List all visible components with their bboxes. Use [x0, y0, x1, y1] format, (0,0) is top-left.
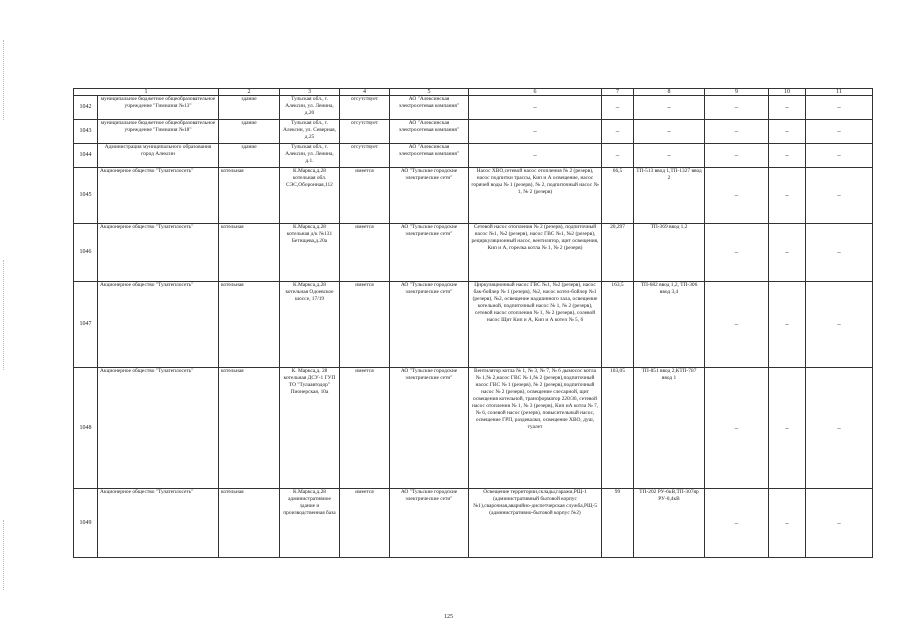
table-row	[74, 96, 873, 120]
address-cell: К.Маркса,д.28 котельная Одоевское шоссе, 17/19	[280, 282, 340, 368]
scan-edge-middle	[3, 260, 4, 370]
column-11-cell: –	[806, 144, 873, 168]
substation-cell: ТП-851 ввод 2,КТП-787 ввод 1	[634, 368, 705, 489]
power-cell: –	[602, 144, 634, 168]
row-number: 1049	[74, 489, 98, 558]
substation-cell: ТП-513 ввод 1,ТП-1327 ввод 2	[634, 168, 705, 224]
column-11-cell: –	[806, 120, 873, 144]
table-row	[74, 120, 873, 144]
status-cell: отсутствует	[340, 144, 390, 168]
row-number: 1044	[74, 144, 98, 168]
table-row	[74, 489, 873, 558]
equipment-cell: Насос ХВО,сетевой насос отопления № 2 (резерв), насос подпитки трассы, Кип и А освещение, насос горячей воды № 1 (резерв), № 2, подпиточный насос № 1, № 2 (резерв)	[469, 168, 602, 224]
column-10-cell: –	[769, 168, 806, 224]
column-number: 8	[634, 89, 705, 96]
equipment-cell: –	[469, 120, 602, 144]
substation-cell: –	[634, 120, 705, 144]
owner-cell: Акционерное общество "Тулатеплосеть"	[98, 282, 219, 368]
grid-company-cell: АО "Алексинская электросетевая компания"	[390, 144, 469, 168]
power-cell: 163,5	[602, 282, 634, 368]
power-cell: 20,297	[602, 224, 634, 282]
column-11-cell: –	[806, 96, 873, 120]
power-cell: 103,05	[602, 368, 634, 489]
column-number: 5	[390, 89, 469, 96]
table-row	[74, 224, 873, 282]
column-number: 3	[280, 89, 340, 96]
equipment-cell: –	[469, 96, 602, 120]
scan-edge-bottom	[3, 520, 4, 590]
column-number-row	[74, 89, 873, 96]
status-cell: имеется	[340, 489, 390, 558]
substation-cell: ТП-202 РУ-6кВ,ТП-307яр РУ-0,4кВ	[634, 489, 705, 558]
column-11-cell: –	[806, 368, 873, 489]
column-11-cell: –	[806, 168, 873, 224]
power-cell: 66,5	[602, 168, 634, 224]
scan-edge-top	[3, 40, 4, 120]
owner-cell: Акционерное общество "Тулатеплосеть"	[98, 224, 219, 282]
object-type-cell: здание	[219, 144, 280, 168]
address-cell: К. Маркса,д. 28 котельная ДСУ-1 ГУП ТО "Тулаавтодор" Пионерская, 10а	[280, 368, 340, 489]
table-row	[74, 282, 873, 368]
column-10-cell: –	[769, 368, 806, 489]
column-9-cell: –	[705, 282, 769, 368]
column-10-cell: –	[769, 96, 806, 120]
register-table	[73, 88, 873, 558]
object-type-cell: здание	[219, 96, 280, 120]
row-number: 1043	[74, 120, 98, 144]
table-row	[74, 368, 873, 489]
grid-company-cell: АО "Тульские городские электрические сети"	[390, 224, 469, 282]
substation-cell: ТП-682 ввод 1,2, ТП-306 ввод 3,4	[634, 282, 705, 368]
column-9-cell: –	[705, 96, 769, 120]
row-number: 1046	[74, 224, 98, 282]
equipment-cell: –	[469, 144, 602, 168]
address-cell: К.Маркса,д.28 котельная д/к №131 Бетищева,д.20а	[280, 224, 340, 282]
object-type-cell: котельная	[219, 168, 280, 224]
owner-cell: Акционерное общество "Тулатеплосеть"	[98, 168, 219, 224]
address-cell: К.Маркса,д.28 административное здание и производственная база	[280, 489, 340, 558]
owner-cell: Акционерное общество "Тулатеплосеть"	[98, 489, 219, 558]
grid-company-cell: АО "Тульские городские электрические сети"	[390, 489, 469, 558]
grid-company-cell: АО "Тульские городские электрические сети"	[390, 368, 469, 489]
row-number: 1045	[74, 168, 98, 224]
column-10-cell: –	[769, 120, 806, 144]
status-cell: имеется	[340, 224, 390, 282]
row-number: 1048	[74, 368, 98, 489]
substation-cell: ТП-369 ввод 1,2	[634, 224, 705, 282]
grid-company-cell: АО "Алексинская электросетевая компания"	[390, 120, 469, 144]
address-cell: Тульская обл., г. Алексин, ул. Ленина, д.20	[280, 96, 340, 120]
object-type-cell: здание	[219, 120, 280, 144]
power-cell: –	[602, 120, 634, 144]
substation-cell: –	[634, 144, 705, 168]
object-type-cell: котельная	[219, 368, 280, 489]
object-type-cell: котельная	[219, 282, 280, 368]
address-cell: Тульская обл., г. Алексин, ул. Северная, д.25	[280, 120, 340, 144]
equipment-cell: Вентилятор котла № 1, № 3, № 7, № 6 дымосос котла № 1,№ 2,насос ГВС № 1,№ 2 (резерв),подпиточный насос ГВС № 1 (резерв), № 2 (резерв),подпиточный насос № 2 (резерв), освещение слесарной, щит освещения котельной, трансформатор 220/36, сетевой насос отопления № 1, № 3 (резерв), Кип иА котла № 7, № 6, солевой насос (резерв), повысительный насос, освещение ГРП, раздевалки, освещение ХВО, душ, туалет	[469, 368, 602, 489]
power-cell: –	[602, 96, 634, 120]
column-10-cell: –	[769, 489, 806, 558]
column-number: 6	[469, 89, 602, 96]
status-cell: имеется	[340, 282, 390, 368]
table-row	[74, 144, 873, 168]
column-10-cell: –	[769, 224, 806, 282]
column-number: 1	[74, 89, 219, 96]
row-number: 1042	[74, 96, 98, 120]
column-number: 10	[769, 89, 806, 96]
address-cell: Тульская обл., г. Алексин, ул. Ленина, д.1.	[280, 144, 340, 168]
column-number: 11	[806, 89, 873, 96]
column-9-cell: –	[705, 489, 769, 558]
owner-cell: муниципальное бюджетное общеобразовательное учреждение "Гимназия №18"	[98, 120, 219, 144]
equipment-cell: Сетевой насос отопления № 2 (резерв), подпиточный насос №1, №2 (резерв), насос ГВС №1, №2 (резерв), рециркуляционный насос, вентилятор, щит освещения, Кип и А, горелка котла № 1, № 2 (резерв)	[469, 224, 602, 282]
equipment-cell: Циркуляционный насос ГВС №1, №2 (резерв), насос бак-бойлер № 1 (резерв), №2, насос котел-бойлер №1 (резерв), №2, освещение надшинного зала, освещение котельной, подпиточный насос № 1, № 2 (резерв), сетевой насос отопления № 1, № 2 (резерв), солевой насос Щит Кип и А, Кип и А котел № 5, 6	[469, 282, 602, 368]
column-11-cell: –	[806, 489, 873, 558]
column-9-cell: –	[705, 144, 769, 168]
table-row	[74, 168, 873, 224]
column-number: 4	[340, 89, 390, 96]
column-10-cell: –	[769, 144, 806, 168]
grid-company-cell: АО "Тульские городские электрические сети"	[390, 168, 469, 224]
equipment-cell: Освещение территории,склады,гаражи,РЩ-1 (административный бытовой корпус №1),сварочная,аварийно-диспетчерская служба,РЩ-5 (административно-бытовой корпус №2)	[469, 489, 602, 558]
column-11-cell: –	[806, 224, 873, 282]
column-number: 7	[602, 89, 634, 96]
row-number: 1047	[74, 282, 98, 368]
owner-cell: Администрация муниципального образования город Алексин	[98, 144, 219, 168]
object-type-cell: котельная	[219, 489, 280, 558]
column-9-cell: –	[705, 120, 769, 144]
column-number: 9	[705, 89, 769, 96]
column-11-cell: –	[806, 282, 873, 368]
column-number: 2	[219, 89, 280, 96]
status-cell: имеется	[340, 168, 390, 224]
grid-company-cell: АО "Алексинская электросетевая компания"	[390, 96, 469, 120]
column-9-cell: –	[705, 168, 769, 224]
address-cell: К.Маркса,д.28 котельная обл. СЭС,Оборонная,112	[280, 168, 340, 224]
column-9-cell: –	[705, 368, 769, 489]
status-cell: отсутствует	[340, 120, 390, 144]
owner-cell: Акционерное общество "Тулатеплосеть"	[98, 368, 219, 489]
page-number: 125	[444, 614, 453, 620]
object-type-cell: котельная	[219, 224, 280, 282]
status-cell: отсутствует	[340, 96, 390, 120]
column-9-cell: –	[705, 224, 769, 282]
power-cell: 99	[602, 489, 634, 558]
column-10-cell: –	[769, 282, 806, 368]
status-cell: имеется	[340, 368, 390, 489]
substation-cell: –	[634, 96, 705, 120]
owner-cell: муниципальное бюджетное общеобразовательное учреждение "Гимназия №13"	[98, 96, 219, 120]
grid-company-cell: АО "Тульские городские электрические сети"	[390, 282, 469, 368]
